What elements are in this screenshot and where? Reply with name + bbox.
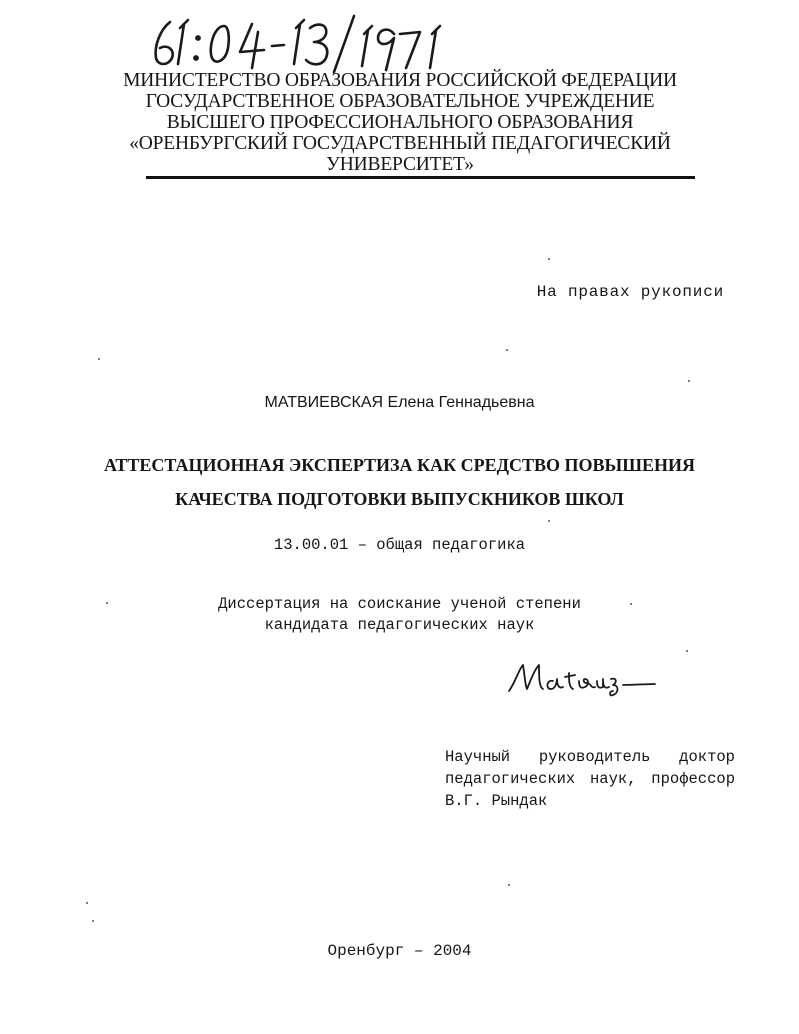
city-year: Оренбург – 2004 (327, 942, 472, 960)
ministry-line: «ОРЕНБУРГСКИЙ ГОСУДАРСТВЕННЫЙ ПЕДАГОГИЧЕСКИЙ (129, 133, 671, 154)
scan-speck (508, 884, 510, 886)
ministry-line: УНИВЕРСИТЕТ» (326, 154, 474, 175)
scan-speck (92, 920, 94, 922)
scientific-advisor (445, 746, 735, 812)
scan-speck (688, 380, 690, 382)
scan-speck (686, 650, 688, 652)
degree-line: кандидата педагогических наук (264, 616, 535, 634)
specialty-code: 13.00.01 – общая педагогика (273, 536, 526, 554)
scan-speck (548, 258, 550, 260)
title-line: КАЧЕСТВА ПОДГОТОВКИ ВЫПУСКНИКОВ ШКОЛ (175, 489, 624, 509)
advisor-line: Научный руководитель доктор (445, 748, 735, 766)
dissertation-title (60, 448, 739, 516)
handwritten-archive-code (148, 8, 458, 74)
rights-note: На правах рукописи (536, 283, 724, 301)
scan-speck (106, 602, 108, 604)
degree-line: Диссертация на соискание ученой степени (218, 595, 581, 613)
scan-speck (98, 358, 100, 360)
scan-speck (86, 902, 88, 904)
ministry-line: ГОСУДАРСТВЕННОЕ ОБРАЗОВАТЕЛЬНОЕ УЧРЕЖДЕНИЕ (145, 91, 655, 112)
advisor-name: В.Г. Рындак (445, 792, 548, 810)
degree-statement (0, 594, 799, 636)
author-signature (505, 655, 665, 701)
author-name: МАТВИЕВСКАЯ Елена Геннадьевна (264, 394, 535, 411)
scan-speck (630, 603, 632, 605)
advisor-line: педагогических наук, профессор (445, 770, 735, 788)
title-line: АТТЕСТАЦИОННАЯ ЭКСПЕРТИЗА КАК СРЕДСТВО ПОВЫШЕНИЯ (103, 455, 696, 475)
scan-speck (506, 349, 508, 351)
ministry-line: ВЫСШЕГО ПРОФЕССИОНАЛЬНОГО ОБРАЗОВАНИЯ (166, 112, 634, 133)
ministry-header (100, 70, 700, 175)
scan-speck (548, 520, 550, 522)
header-divider (146, 176, 695, 179)
ministry-line: МИНИСТЕРСТВО ОБРАЗОВАНИЯ РОССИЙСКОЙ ФЕДЕРАЦИИ (123, 70, 677, 91)
